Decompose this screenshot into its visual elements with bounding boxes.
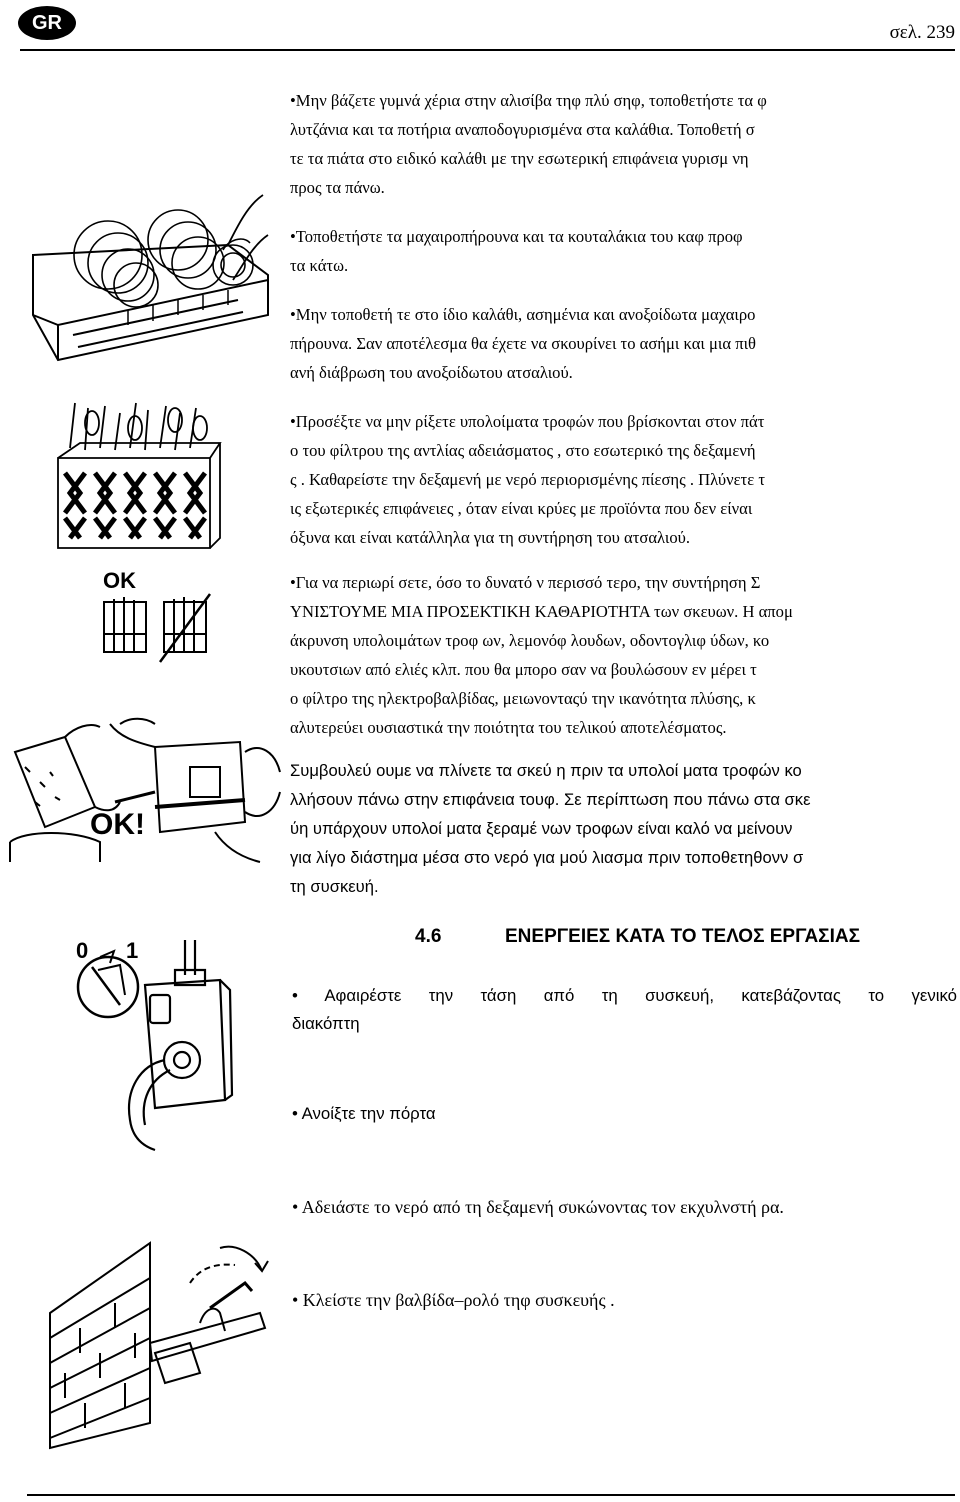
bullet-power-off: • Αφαιρέστε την τάση από τη συσκευή, κατεβάζοντας το γενικό διακόπτη: [292, 986, 957, 1033]
switch-off-label: 0: [76, 938, 89, 963]
bullet-drain-water: • Αδειάστε το νερό από τη δεξαμενή συκώνοντας τον εκχυλνστή ρα.: [292, 1197, 784, 1217]
ok-cutlery-label: OK: [103, 568, 136, 593]
language-badge: GR: [18, 6, 76, 40]
dish-rack-illustration: [28, 185, 278, 375]
scraping-tray-illustration: [5, 712, 285, 862]
cutlery-basket-illustration: [50, 398, 220, 558]
header-rule: [20, 49, 955, 51]
section-number: 4.6: [415, 926, 442, 947]
paragraph-filter: •Προσέξτε να μην ρίξετε υπολοίματα τροφών που βρίσκονται στον πάτ ο του φίλτρου της αντλίας αδειάσματος , στο εσωτερικό της δεξαμενή ς . Καθαρείστε την δεξαμενή με νερό περιορισμένης πίεσης . Πλύνετε τ ις εξωτερικές επιφάνειες , όταν είναι κρύες με προϊόντα που δεν είναι όξυνα και είναι κατάλληλα για τη συντήρηση του ατσαλιού.: [290, 412, 765, 547]
switch-on-label: 1: [126, 938, 139, 963]
electrical-box-illustration: [110, 940, 240, 1155]
paragraph-cutlery: •Τοποθετήστε τα μαχαιροπήρουνα και τα κουταλάκια του καφ προφ τα κάτω.: [290, 227, 743, 275]
section-heading: [415, 926, 860, 948]
page-number: σελ. 239: [889, 22, 955, 43]
paragraph-gloves: •Μην βάζετε γυμνά χέρια στην αλισίβα τηφ πλύ σηφ, τοποθετήστε τα φ λυτζάνια και τα ποτήρια αναποδογυρισμένα στα καλάθια. Τοποθετή σ τε τα πιάτα στο ειδικό καλάθι με την εσωτερική επιφάνεια γυρισμ νη προς τα πάνω.: [290, 91, 767, 197]
bullet-open-door: • Ανοίξτε την πόρτα: [292, 1104, 436, 1123]
paragraph-silver: •Μην τοποθετή τε στο ίδιο καλάθι, ασημένια και ανοξοίδωτα μαχαιρο πήρουνα. Σαν αποτέλεσμα θα έχετε να σκουρίνει το ασήμι και μια πιθ ανή διάβρωση του ανοξοίδωτου ατσαλιού.: [290, 305, 757, 382]
paragraph-maintenance: •Για να περιωρί σετε, όσο το δυνατό ν περισσό τερο, την συντήρηση Σ ΥΝΙΣΤΟΥΜΕ ΜΙΑ ΠΡΟΣΕΚΤΙΚΗ ΚΑΘΑΡΙΟΤΗΤΑ των σκευων. Η απομ άκρυνση υπολοιμάτων τροφ ων, λεμονόφ λουδων, οδοντογλιφ ύδων, κο υκουτσιων από ελιές κλπ. που θα μπορο σαν να βουλώσουν εν μέρει τ ο φίλτρο της ηλεκτροβαλβίδας, μειωνονταςύ την ικανότητα πλύσης, κ αλυτερεύει ουσιαστικά την ποιότητα του τελικού αποτελέσματος.: [290, 573, 793, 737]
footer-rule: [27, 1494, 955, 1496]
paragraph-advice: Συμβουλεύ ουμε να πλίνετε τα σκεύ η πριν τα υπολοί ματα τροφών κο λλήσουν πάνω στην επιφάνεια τουφ. Σε περίπτωση που πάνω στα σκε ύη υπάρχουν υπολοί ματα ξεραμέ νων τροφων είναι καλό να μείνουν για λίγο διάστημα μέσα στο νερό για μού λιασμα πριν τοποθετηθονν σ τη συσκευή.: [290, 761, 811, 896]
cutlery-pocket-wrong-icon: [160, 594, 210, 664]
wall-valve-illustration: [40, 1243, 285, 1448]
cutlery-pocket-ok-icon: [100, 594, 150, 656]
section-title: ΕΝΕΡΓΕΙΕΣ ΚΑΤΑ ΤΟ ΤΕΛΟΣ ΕΡΓΑΣΙΑΣ: [505, 926, 860, 947]
ok-scraping-label: OK!: [90, 808, 145, 841]
bullet-close-valve: • Κλείστε την βαλβίδα–ρολό τηφ συσκευής .: [292, 1290, 615, 1310]
